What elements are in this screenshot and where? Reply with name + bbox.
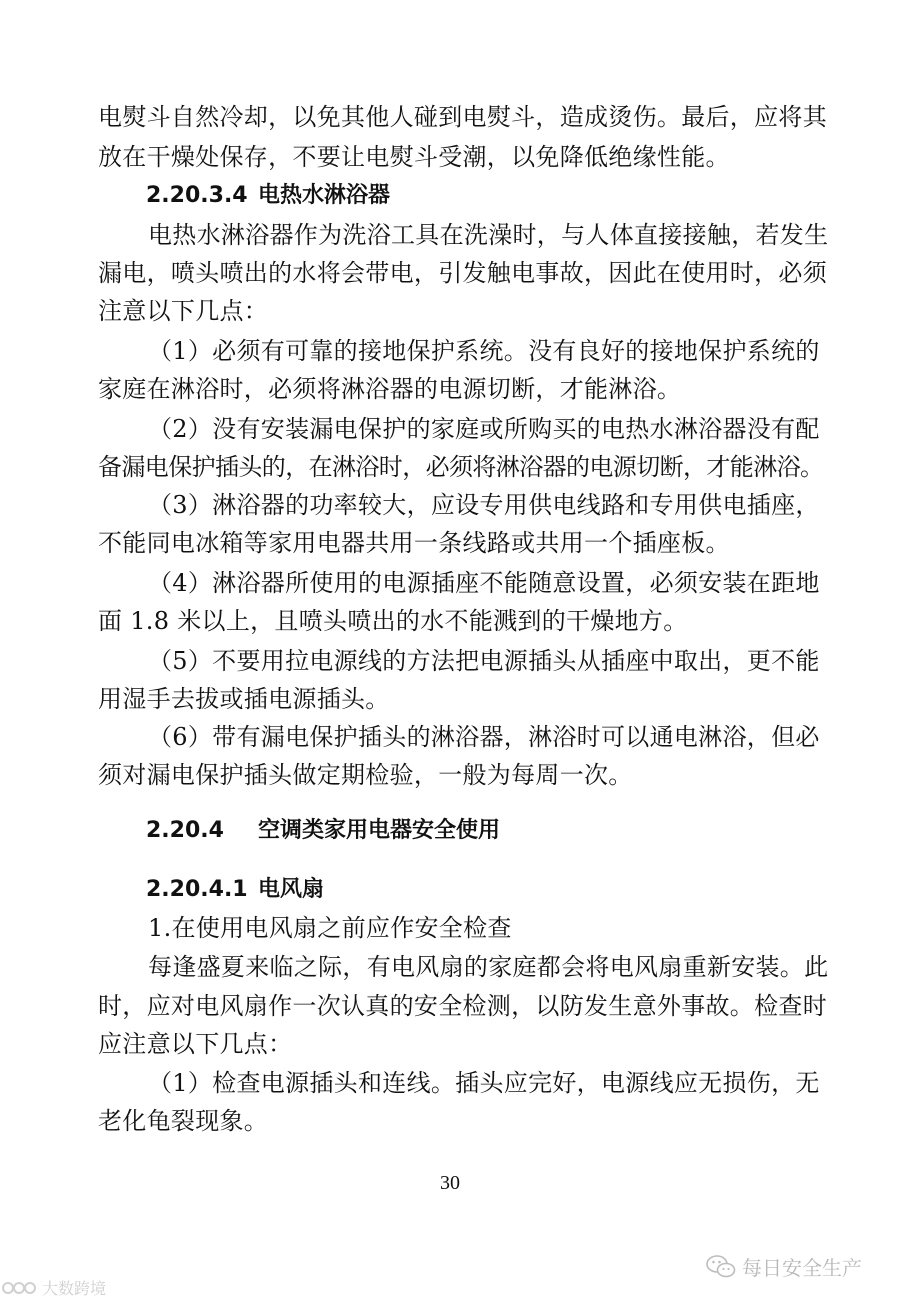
body-line: 每逢盛夏来临之际，有电风扇的家庭都会将电风扇重新安装。此 <box>148 953 829 981</box>
section-title: 空调类家用电器安全使用 <box>258 818 501 843</box>
section-title: 电热水淋浴器 <box>258 183 391 208</box>
list-item-line: （1）检查电源插头和连线。插头应完好，电源线应无损伤，无 <box>148 1069 820 1097</box>
section-number: 2.20.4.1 <box>146 877 248 902</box>
section-number: 2.20.4 <box>146 818 224 843</box>
list-item-line: （5）不要用拉电源线的方法把电源插头从插座中取出，更不能 <box>148 647 820 675</box>
list-item-line: 备漏电保护插头的，在淋浴时，必须将淋浴器的电源切断，才能淋浴。 <box>98 453 824 481</box>
watermark-right-text: 每日安全生产 <box>742 1256 862 1280</box>
body-line: 应注意以下几点： <box>98 1030 293 1058</box>
list-item-line: （3）淋浴器的功率较大，应设专用供电线路和专用供电插座， <box>148 491 820 519</box>
list-item-line: （2）没有安装漏电保护的家庭或所购买的电热水淋浴器没有配 <box>148 415 820 443</box>
list-item-line: 不能同电冰箱等家用电器共用一条线路或共用一个插座板。 <box>98 529 730 557</box>
list-item-line: 用湿手去拔或插电源插头。 <box>98 685 390 713</box>
watermark-right <box>706 1252 862 1281</box>
body-line: 时，应对电风扇作一次认真的安全检测，以防发生意外事故。检查时 <box>98 992 827 1020</box>
body-line: 注意以下几点： <box>98 297 269 325</box>
list-item-line: 须对漏电保护插头做定期检验，一般为每周一次。 <box>98 761 633 789</box>
body-line: 电热水淋浴器作为洗浴工具在洗澡时，与人体直接接触，若发生 <box>148 221 829 249</box>
subheading-line: 1.在使用电风扇之前应作安全检查 <box>148 914 512 942</box>
body-line: 漏电，喷头喷出的水将会带电，引发触电事故，因此在使用时，必须 <box>98 259 827 287</box>
watermark-left-text: 大数跨境 <box>42 1279 107 1298</box>
list-item-line: （1）必须有可靠的接地保护系统。没有良好的接地保护系统的 <box>148 337 820 365</box>
watermark-left <box>2 1276 106 1299</box>
section-number: 2.20.3.4 <box>146 183 248 208</box>
section-heading-2-20-4 <box>146 815 500 847</box>
list-item-line: 家庭在淋浴时，必须将淋浴器的电源切断，才能淋浴。 <box>98 375 682 403</box>
section-title: 电风扇 <box>258 877 325 902</box>
body-line: 电熨斗自然冷却，以免其他人碰到电熨斗，造成烫伤。最后，应将其 <box>98 103 827 131</box>
page-number: 30 <box>440 1172 460 1194</box>
body-line: 放在干燥处保存，不要让电熨斗受潮，以免降低绝缘性能。 <box>98 143 730 171</box>
section-heading-2-20-4-1 <box>146 874 324 906</box>
list-item-line: （6）带有漏电保护插头的淋浴器，淋浴时可以通电淋浴，但必 <box>148 723 820 751</box>
wechat-icon <box>706 1254 736 1280</box>
brand-logo-icon <box>2 1279 38 1297</box>
section-heading-2-20-3-4 <box>146 180 390 212</box>
list-item-line: 面 1.8 米以上，且喷头喷出的水不能溅到的干燥地方。 <box>98 607 688 635</box>
list-item-line: （4）淋浴器所使用的电源插座不能随意设置，必须安装在距地 <box>148 569 820 597</box>
list-item-line: 老化龟裂现象。 <box>98 1107 269 1135</box>
